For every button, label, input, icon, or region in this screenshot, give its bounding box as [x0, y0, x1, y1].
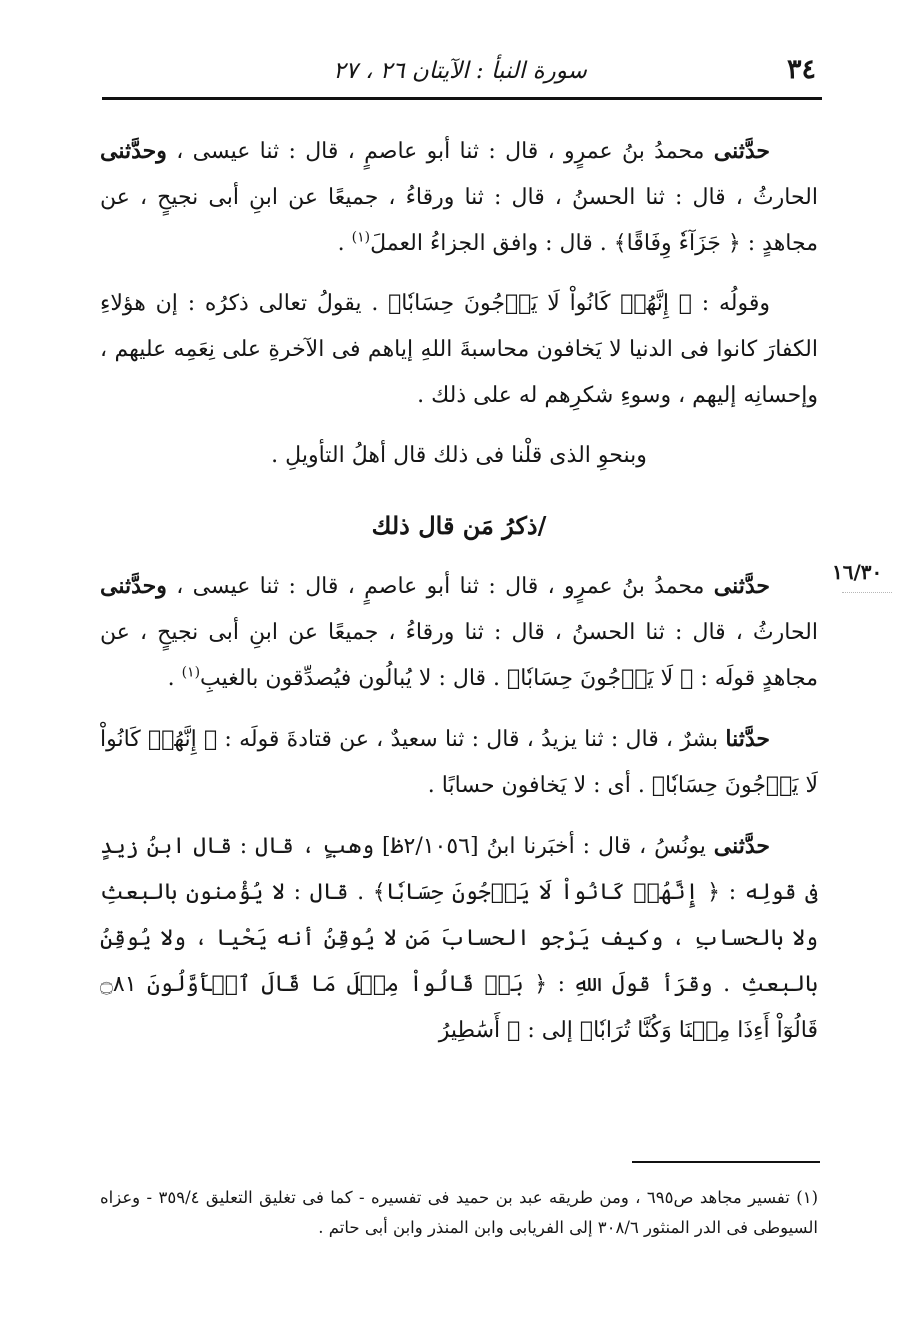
margin-mark [842, 592, 892, 613]
paragraph-hadith-2 [100, 563, 818, 702]
paragraph-commentary [100, 281, 818, 419]
footnote-rule [632, 1161, 820, 1163]
page-header [100, 50, 820, 96]
section-heading: /ذكرُ مَن قال ذلك [371, 511, 547, 540]
narration-lead: حدَّثنى [713, 138, 770, 164]
paragraph-text: محمدُ بنُ عمرٍو ، قال : ثنا أبو عاصمٍ ، قال : ثنا عيسى ، [166, 139, 714, 164]
paragraph-hadith-1 [100, 128, 818, 267]
paragraph-transition [100, 433, 818, 479]
paragraph-text: وقولُه : ﴿ إِنَّهُمۡ كَانُواْ لَا يَرۡجُونَ حِسَابٗا﴾ . يقولُ تعالى ذكرُه : إن هؤلاءِ الكفارَ كانوا فى الدنيا لا يَخافون محاسبةَ اللهِ إياهم فى الآخرةِ على نِعَمِه عليهم ، وإحسانِه إليهم ، وسوءِ شكرِهم له على ذلك . [100, 291, 818, 408]
paragraph-text: محمدُ بنُ عمرٍو ، قال : ثنا أبو عاصمٍ ، قال : ثنا عيسى ، [166, 574, 714, 599]
paragraph-text: الحارثُ ، قال : ثنا الحسنُ ، قال : ثنا ورقاءُ ، جميعًا عن ابنِ أبى نجيحٍ ، عن مجاهدٍ قولَه : ﴿ لَا يَرۡجُونَ حِسَابٗا﴾ . قال : لا يُبالُون فيُصدِّقون بالغيبِ [100, 620, 818, 691]
narration-lead: حدَّثنا [725, 726, 770, 752]
narration-lead: حدَّثنى [713, 833, 770, 859]
running-title: سورة النبأ : الآيتان ٢٦ ، ٢٧ [333, 58, 587, 84]
paragraph-text: يونُسُ ، قال : أخبَرنا ابنُ [٢/١٠٥٦ظ] وهبٍ ، قال : قال ابنُ زيدٍ فى قولِه : ﴿ إِنَّهُمۡ كَانُواْ لَا يَرۡجُونَ حِسَابٗا﴾ . قال : لا يُؤْمنون بالبعثِ ولا بالحسابِ ، وكيف يَرْجو الحسابَ مَن لا يُوقِنُ أنه يَحْيا ، ولا يُوقِنُ بالبعثِ . وقرَأ قولَ اللهِ : ﴿ بَلۡ قَالُواْ مِثۡلَ مَا قَالَ ٱلۡأَوَّلُونَ ۝٨١ قَالُوٓاْ أَءِذَا مِتۡنَا وَكُنَّا تُرَابٗا﴾ إلى : ﴿ أَسَٰطِيرُ [100, 834, 818, 1043]
paragraph-end: . [167, 666, 182, 691]
narration-lead: حدَّثنى [713, 573, 770, 599]
footnotes [100, 1183, 818, 1243]
page-number: ٣٤ [786, 54, 816, 85]
paragraph-end: . [337, 231, 352, 256]
main-text [100, 128, 818, 1068]
header-rule [102, 97, 822, 100]
paragraph-text: الحارثُ ، قال : ثنا الحسنُ ، قال : ثنا ورقاءُ ، جميعًا عن ابنِ أبى نجيحٍ ، عن مجاهدٍ : ﴿ جَزَآءٗ وِفَاقًا﴾ . قال : وافق الجزاءُ العملَ [100, 185, 818, 256]
paragraph-hadith-3 [100, 716, 818, 809]
footnote-marker: (١) [181, 664, 201, 681]
footnote-marker: (١) [351, 229, 371, 246]
paragraph-hadith-4 [100, 823, 818, 1054]
narration-lead: وحدَّثنى [100, 573, 167, 599]
footnote-1: (١) تفسير مجاهد ص٦٩٥ ، ومن طريقه عبد بن حميد فى تفسيره - كما فى تغليق التعليق ٣٥٩/٤ - وعزاه السيوطى فى الدر المنثور ٣٠٨/٦ إلى الفريابى وابن المنذر وابن أبى حاتم . [100, 1188, 818, 1237]
paragraph-text: بشرٌ ، قال : ثنا يزيدُ ، قال : ثنا سعيدٌ ، عن قتادةَ قولَه : ﴿ إِنَّهُمۡ كَانُواْ لَا يَرۡجُونَ حِسَابٗا﴾ . أى : لا يَخافون حسابًا . [100, 727, 818, 798]
narration-lead: وحدَّثنى [100, 138, 167, 164]
margin-reference: ١٦/٣٠ [832, 560, 883, 584]
paragraph-text: وبنحوِ الذى قلْنا فى ذلك قال أهلُ التأويلِ . [271, 443, 647, 468]
